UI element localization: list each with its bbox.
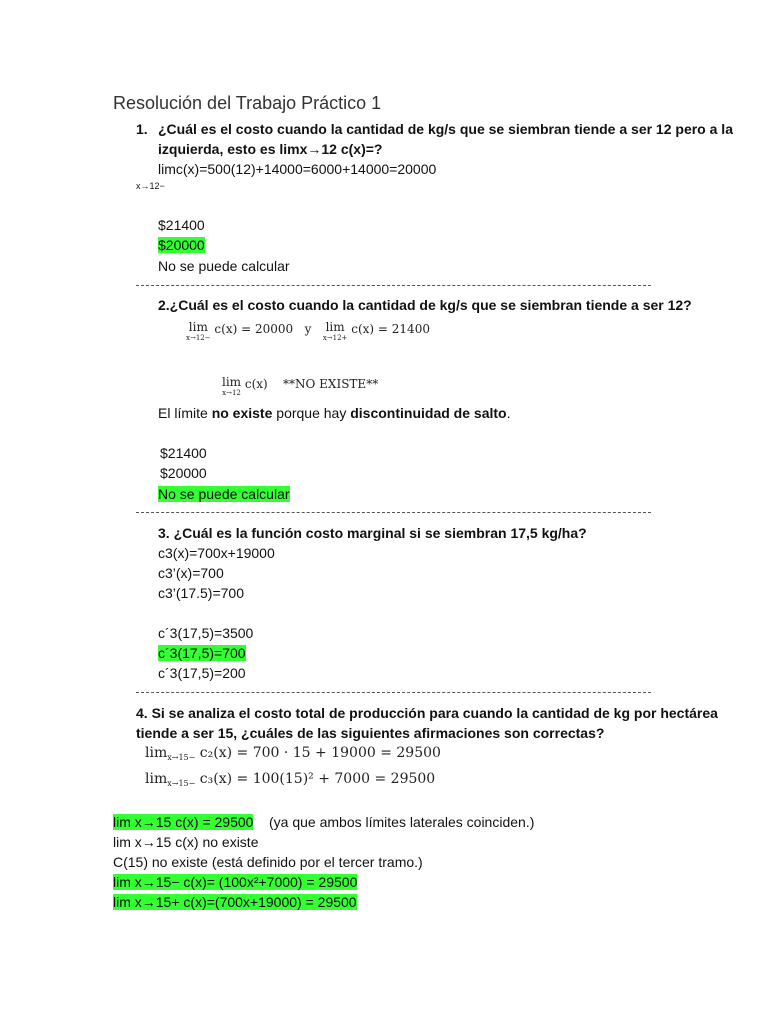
q2-lateral-limits: lim x→12− c(x) = 20000 y lim x→12+ c(x) = 21400 xyxy=(186,320,430,342)
separator xyxy=(136,692,651,693)
q1-calculation-subscript: x→12− xyxy=(136,181,165,191)
q4-option-1: lim x→15 c(x) = 29500 (ya que ambos límites laterales coinciden.) xyxy=(113,814,535,830)
separator xyxy=(136,285,651,286)
q2-option-3-selected: No se puede calcular xyxy=(158,486,290,502)
q4-option-5-selected: lim x→15+ c(x)=(700x+19000) = 29500 xyxy=(113,894,357,910)
q4-option-3: C(15) no existe (está definido por el tercer tramo.) xyxy=(113,854,423,870)
page-title: Resolución del Trabajo Práctico 1 xyxy=(113,93,382,113)
q2-option-1: $21400 xyxy=(160,445,207,461)
q4-option-4-selected: lim x→15− c(x)= (100x²+7000) = 29500 xyxy=(113,874,358,890)
q1-option-2-selected: $20000 xyxy=(158,237,205,253)
q4-option-1-selected: lim x→15 c(x) = 29500 xyxy=(113,814,254,830)
q1-question-line1: ¿Cuál es el costo cuando la cantidad de kg/s que se siembran tiende a ser 12 pero a la xyxy=(158,121,733,137)
q2-question: 2.¿Cuál es el costo cuando la cantidad de kg/s que se siembran tiende a ser 12? xyxy=(158,297,692,313)
q3-step-3: c3’(17.5)=700 xyxy=(158,585,245,601)
q3-step-2: c3’(x)=700 xyxy=(158,565,224,581)
q1-number: 1. xyxy=(136,121,148,137)
separator xyxy=(136,512,651,513)
q4-limit-formula-1: $\lim_{x\to 15-} c_2(x) = 700 \cdot 15 + 19000 = 29500$ xyxy=(145,745,441,762)
q3-step-1: c3(x)=700x+19000 xyxy=(158,545,275,561)
q4-limit-formula-2: $\lim_{x\to 15-} c_3(x) = 100(15)^2 + 7000 = 29500$ xyxy=(145,771,436,788)
q4-question-line1: 4. Si se analiza el costo total de producción para cuando la cantidad de kg por hectárea xyxy=(136,705,718,721)
q1-question-line2: izquierda, esto es limx→12 c(x)=? xyxy=(158,141,383,157)
q2-explanation: El límite no existe porque hay discontinuidad de salto. xyxy=(158,405,511,421)
q2-option-2: $20000 xyxy=(160,465,207,481)
q1-option-1: $21400 xyxy=(158,217,205,233)
q1-option-3: No se puede calcular xyxy=(158,258,290,274)
q3-option-3: c´3(17,5)=200 xyxy=(158,665,246,681)
q4-question-line2: tiende a ser 15, ¿cuáles de las siguientes afirmaciones son correctas? xyxy=(136,725,605,741)
q1-calculation: limc(x)=500(12)+14000=6000+14000=20000 xyxy=(158,161,437,177)
q4-option-2: lim x→15 c(x) no existe xyxy=(113,834,259,850)
q3-question: 3. ¿Cuál es la función costo marginal si se siembran 17,5 kg/ha? xyxy=(158,525,587,541)
q3-option-1: c´3(17,5)=3500 xyxy=(158,625,254,641)
q2-limit-no-existe: lim x→12 c(x) **NO EXISTE** xyxy=(222,375,379,397)
q3-option-2-selected: c´3(17,5)=700 xyxy=(158,645,246,661)
